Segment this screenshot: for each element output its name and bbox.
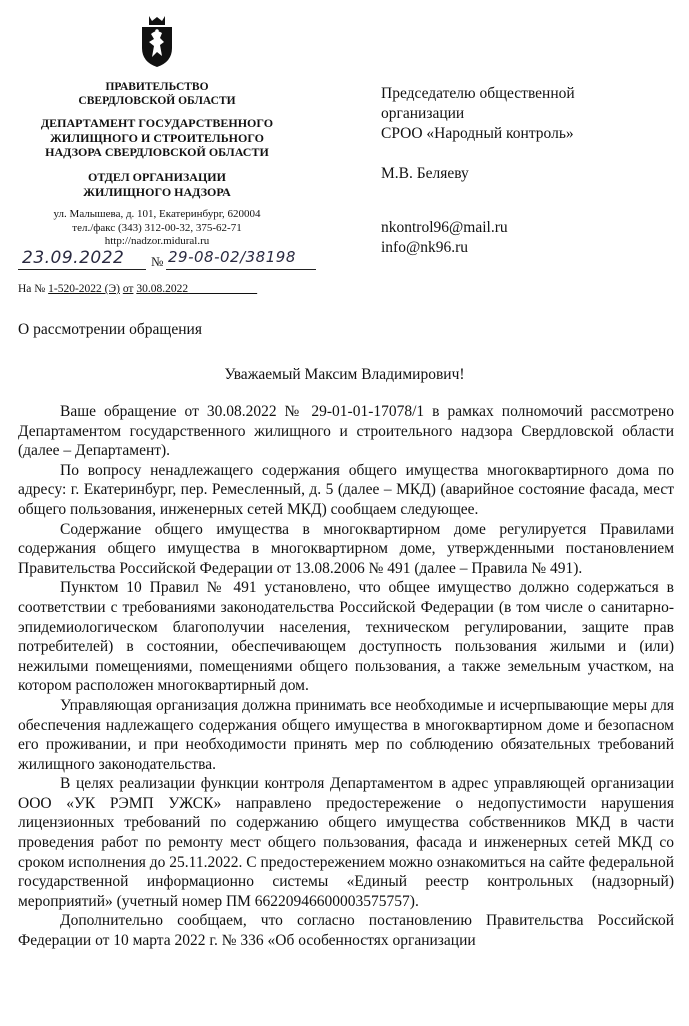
dept-line: ЖИЛИЩНОГО И СТРОИТЕЛЬНОГО: [50, 130, 264, 145]
body-paragraph: Управляющая организация должна принимать все необходимые и исчерпывающие меры для обеспечения надлежащего содержания общего имущества в многоквартирном доме и безопасном его проживании, и при необходимости принять мер по соблюдению обязательных требований жилищного законодательства.: [18, 696, 674, 773]
division-line: ОТДЕЛ ОРГАНИЗАЦИИ: [88, 170, 226, 184]
recipient-line: организации: [381, 105, 465, 122]
address: ул. Малышева, д. 101, Екатеринбург, 620004: [53, 208, 261, 220]
registration-number: 29-08-02/38198: [168, 248, 296, 266]
body-paragraph: Пунктом 10 Правил № 491 установлено, что общее имущество должно содержаться в соответствии с требованиями законодательства Российской Федерации (в том числе о санитарно-эпидемиологическом благополучии населения, техническом регулировании, защите прав потребителей) в состоянии, обеспечивающем доступность пользования жилыми и (или) нежилыми помещениями, помещениями общего пользования, а также земельным участком, на котором расположен многоквартирный дом.: [18, 579, 674, 695]
body-paragraph: Ваше обращение от 30.08.2022 № 29-01-01-17078/1 в рамках полномочий рассмотрено Департаментом государственного жилищного и строительного надзора Свердловской области (далее – Департамент).: [18, 403, 674, 460]
body-paragraph: Содержание общего имущества в многоквартирном доме регулируется Правилами содержания общего имущества в многоквартирном доме, утвержденными постановлением Правительства Российской Федерации от 13.08.2006 № 491 (далее – Правила № 491).: [18, 520, 674, 577]
ref-date: 30.08.2022: [136, 283, 189, 295]
coat-of-arms-emblem: [136, 12, 178, 68]
ref-prefix: На №: [18, 283, 46, 295]
ref-ot: от: [122, 283, 134, 295]
phone: тел./факс (343) 312-00-32, 375-62-71: [72, 221, 242, 234]
recipient-email: info@nk96.ru: [381, 239, 469, 256]
registration-date: 23.09.2022: [22, 248, 125, 268]
number-label: №: [151, 254, 164, 269]
recipient-line: СРОО «Народный контроль»: [381, 125, 574, 142]
ref-number: 1-520-2022 (Э): [48, 283, 120, 295]
body-paragraph: Дополнительно сообщаем, что согласно постановлению Правительства Российской Федерации от 10 марта 2022 г. № 336 «Об особенностях организации: [18, 912, 674, 950]
recipient-email: nkontrol96@mail.ru: [381, 219, 508, 236]
body-paragraph: По вопросу ненадлежащего содержания общего имущества многоквартирного дома по адресу: г. Екатеринбург, пер. Ремесленный, д. 5 (далее – МКД) (аварийное состояние фасада, мест общего пользования, инженерных сетей МКД) сообщаем следующее.: [18, 461, 674, 518]
government-header: [22, 80, 292, 108]
recipient-line: Председателю общественной: [381, 85, 575, 102]
department-header: [22, 116, 292, 160]
greeting: Уважаемый Максим Владимирович!: [224, 366, 465, 383]
reference-line: На № 1-520-2022 (Э) от 30.08.2022____________: [18, 283, 258, 295]
gov-line: СВЕРДЛОВСКОЙ ОБЛАСТИ: [78, 95, 236, 107]
letter-body: [18, 402, 674, 951]
division-line: ЖИЛИЩНОГО НАДЗОРА: [83, 184, 231, 199]
contact-block: [22, 208, 292, 249]
date-underline: [18, 269, 146, 270]
dept-line: НАДЗОРА СВЕРДЛОВСКОЙ ОБЛАСТИ: [45, 145, 269, 159]
registration-line: [18, 250, 318, 272]
recipient-block: [381, 84, 671, 258]
number-underline: [166, 269, 316, 270]
subject-line: О рассмотрении обращения: [18, 321, 202, 338]
recipient-name: М.В. Беляеву: [381, 165, 469, 182]
dept-line: ДЕПАРТАМЕНТ ГОСУДАРСТВЕННОГО: [40, 116, 274, 130]
body-paragraph: В целях реализации функции контроля Департаментом в адрес управляющей организации ООО «УК РЭМП УЖСК» направлено предостережение о недопустимости нарушения лицензионных требований по содержанию общего имущества собственников МКД в части проведения работ по ремонту мест общего пользования, фасада и инженерных сетей МКД со сроком исполнения до 25.11.2022. С предостережением можно ознакомиться на сайте федеральной государственной информационно системы «Единый реестр контрольных (надзорный) мероприятий» (учетный номер ПМ 66220946600003575757).: [18, 775, 674, 910]
division-header: [22, 170, 292, 199]
gov-line: ПРАВИТЕЛЬСТВО: [105, 81, 209, 93]
website: http://nadzor.midural.ru: [104, 235, 210, 247]
